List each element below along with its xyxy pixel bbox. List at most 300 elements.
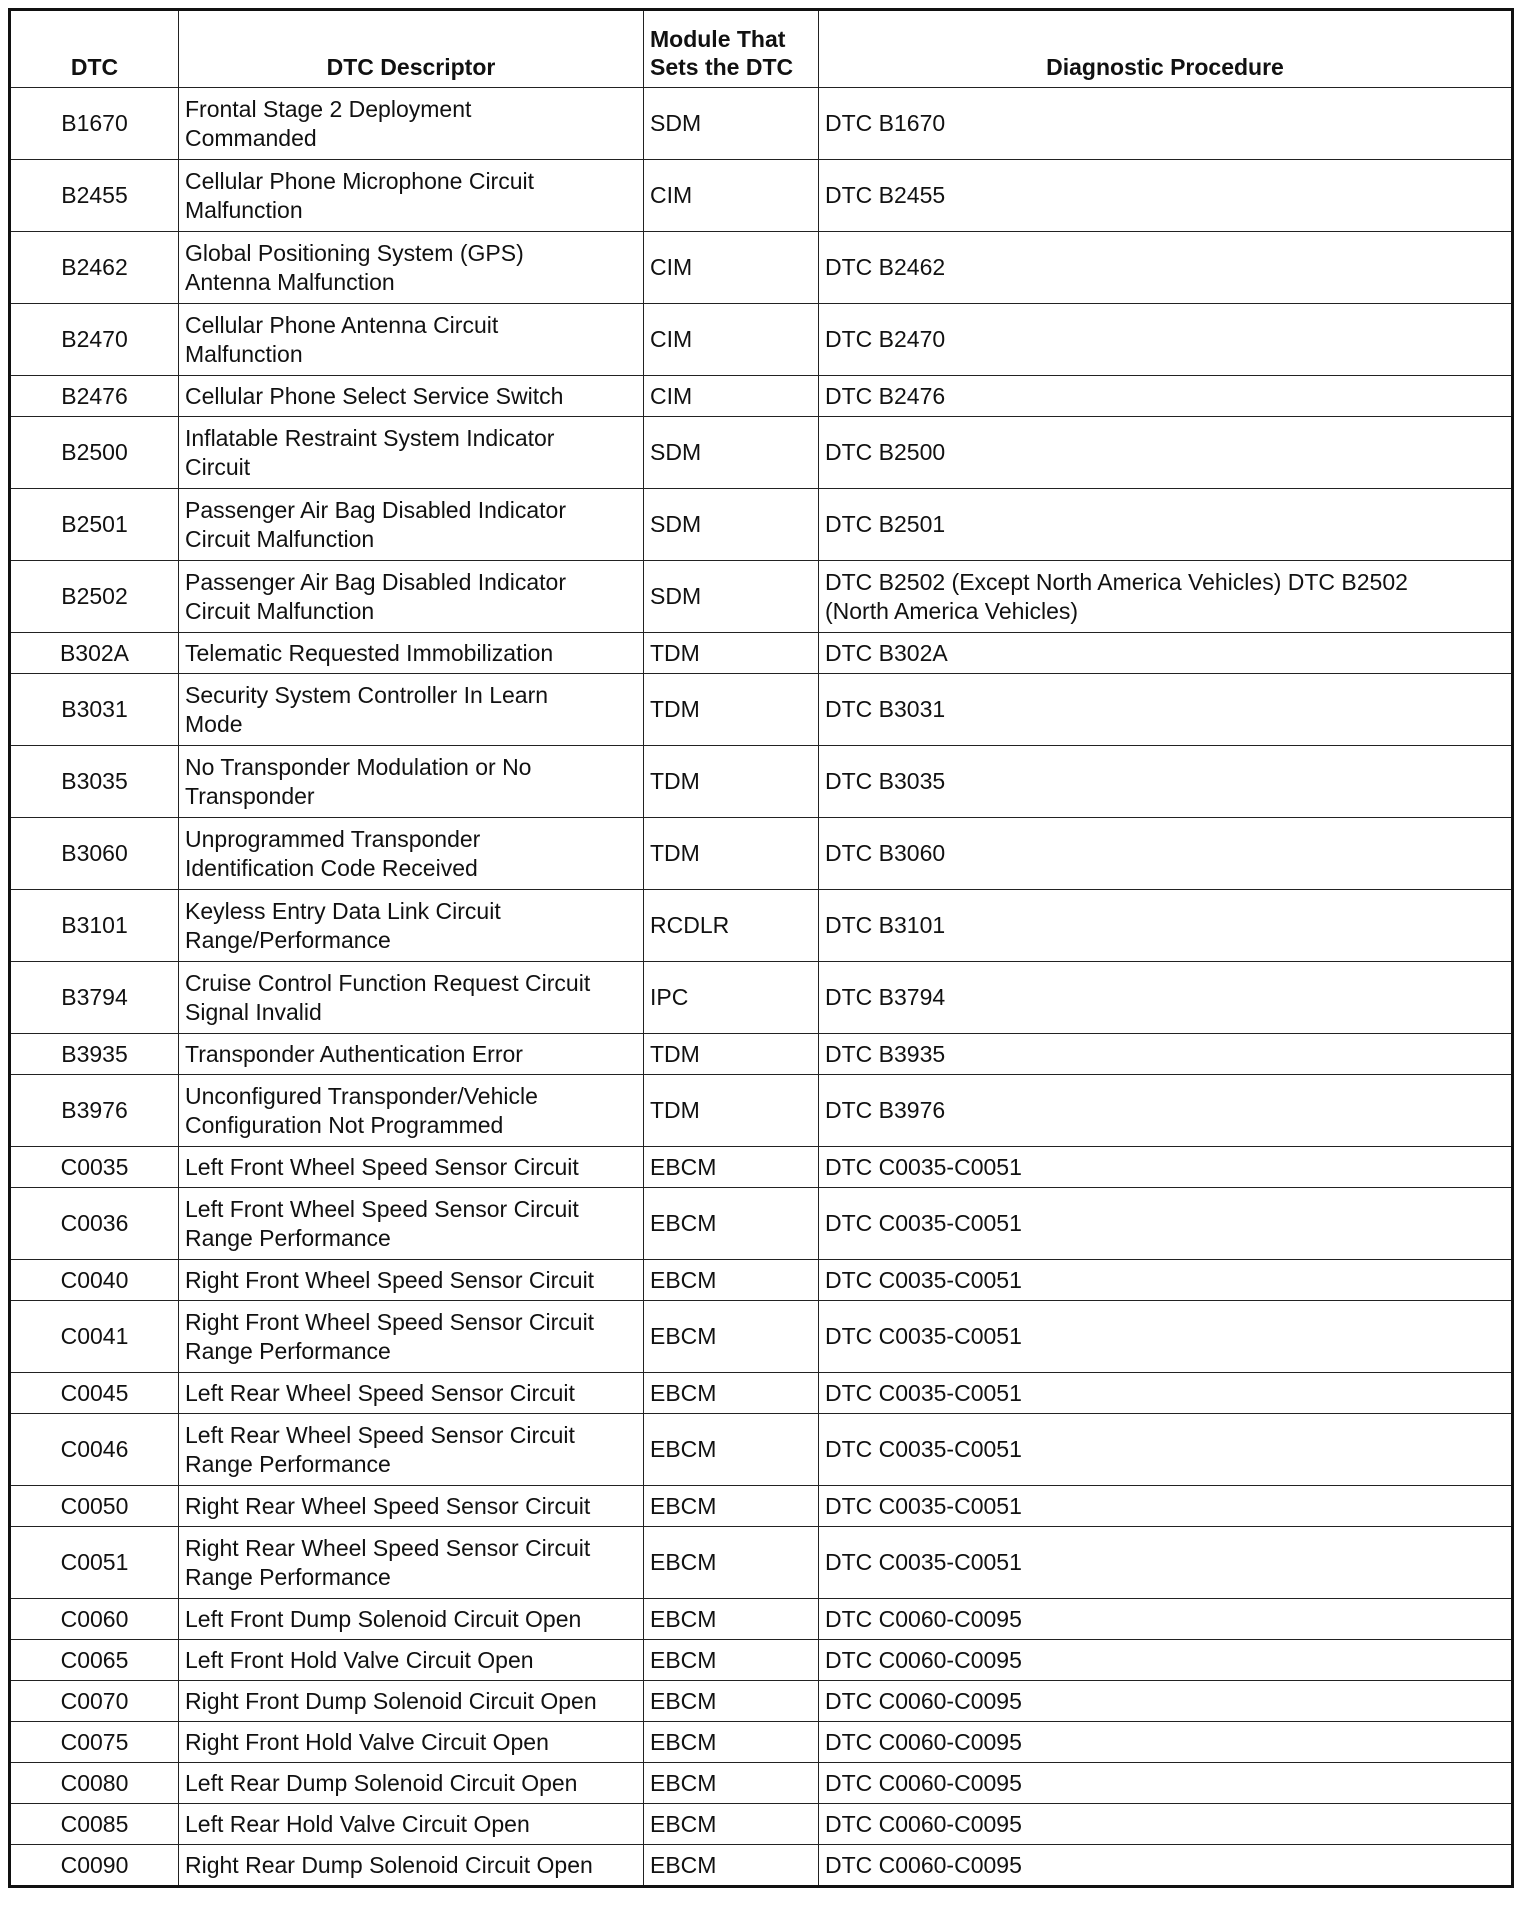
diagnostic-procedure-cell-text: DTC B2502 (Except North America Vehicles) DTC B2502 <box>825 568 1408 595</box>
dtc-descriptor-cell <box>179 1188 644 1260</box>
dtc-descriptor-cell-text: Left Front Wheel Speed Sensor Circuit <box>185 1153 579 1180</box>
dtc-descriptor-cell <box>179 1845 644 1887</box>
diagnostic-procedure-cell-text: DTC C0035-C0051 <box>825 1436 1022 1462</box>
dtc-code-cell-text: C0040 <box>60 1266 129 1293</box>
dtc-descriptor-cell-text: Range Performance <box>185 1337 391 1364</box>
module-cell <box>644 1188 819 1260</box>
dtc-code-cell-text: B3976 <box>61 1097 128 1123</box>
diagnostic-procedure-cell-text: DTC C0060-C0095 <box>825 1605 1022 1632</box>
table-row <box>10 1414 1513 1486</box>
dtc-descriptor-cell-text: Left Rear Hold Valve Circuit Open <box>185 1810 530 1837</box>
header-procedure-label: Diagnostic Procedure <box>1046 54 1284 80</box>
table-row <box>10 1804 1513 1845</box>
dtc-code-cell <box>10 818 179 890</box>
diagnostic-procedure-cell <box>819 633 1513 674</box>
dtc-descriptor-cell-text: Frontal Stage 2 Deployment <box>185 95 472 122</box>
dtc-code-cell <box>10 1414 179 1486</box>
diagnostic-procedure-cell <box>819 1301 1513 1373</box>
diagnostic-procedure-cell <box>819 1147 1513 1188</box>
module-cell <box>644 1640 819 1681</box>
dtc-code-cell-text: B1670 <box>61 110 128 136</box>
dtc-descriptor-cell-text: Identification Code Received <box>185 854 478 881</box>
dtc-descriptor-cell <box>179 1681 644 1722</box>
module-cell <box>644 1486 819 1527</box>
dtc-code-cell <box>10 674 179 746</box>
module-cell-text: CIM <box>650 182 693 208</box>
diagnostic-procedure-cell-text: DTC C0060-C0095 <box>825 1728 1022 1755</box>
dtc-code-cell <box>10 1599 179 1640</box>
dtc-descriptor-cell-text: Configuration Not Programmed <box>185 1111 504 1138</box>
dtc-descriptor-cell-text: Range/Performance <box>185 926 391 953</box>
dtc-code-cell <box>10 1260 179 1301</box>
dtc-code-cell-text: B3935 <box>61 1040 128 1067</box>
dtc-descriptor-cell-text: Right Rear Dump Solenoid Circuit Open <box>185 1851 593 1878</box>
dtc-descriptor-cell <box>179 1414 644 1486</box>
header-module-label-line1: Module That <box>650 26 786 52</box>
diagnostic-procedure-cell-text: DTC C0060-C0095 <box>825 1687 1022 1714</box>
diagnostic-procedure-cell <box>819 1527 1513 1599</box>
table-row <box>10 232 1513 304</box>
dtc-descriptor-cell-text: Range Performance <box>185 1224 391 1251</box>
diagnostic-procedure-cell <box>819 818 1513 890</box>
table-row <box>10 304 1513 376</box>
module-cell-text: EBCM <box>650 1549 717 1575</box>
dtc-code-cell-text: C0085 <box>60 1810 129 1837</box>
module-cell-text: EBCM <box>650 1687 717 1714</box>
diagnostic-procedure-cell-text: DTC B3101 <box>825 912 946 938</box>
module-cell <box>644 1804 819 1845</box>
module-cell-text: TDM <box>650 840 700 866</box>
module-cell <box>644 1373 819 1414</box>
diagnostic-procedure-cell <box>819 1599 1513 1640</box>
header-dtc-label: DTC <box>70 54 119 80</box>
module-cell-text: CIM <box>650 326 693 352</box>
module-cell-text: EBCM <box>650 1605 717 1632</box>
table-row <box>10 561 1513 633</box>
dtc-descriptor-cell-text: Transponder Authentication Error <box>185 1040 523 1067</box>
module-cell-text: EBCM <box>650 1646 717 1673</box>
diagnostic-procedure-cell <box>819 1640 1513 1681</box>
dtc-code-cell <box>10 1640 179 1681</box>
dtc-descriptor-cell <box>179 962 644 1034</box>
dtc-descriptor-cell <box>179 674 644 746</box>
dtc-code-cell <box>10 88 179 160</box>
table-row <box>10 1599 1513 1640</box>
diagnostic-procedure-cell <box>819 1075 1513 1147</box>
module-cell-text: RCDLR <box>650 912 730 938</box>
dtc-descriptor-cell <box>179 890 644 962</box>
diagnostic-procedure-cell-text: DTC C0035-C0051 <box>825 1266 1022 1293</box>
dtc-code-cell <box>10 1075 179 1147</box>
dtc-descriptor-cell-text: Unconfigured Transponder/Vehicle <box>185 1082 538 1109</box>
table-row <box>10 746 1513 818</box>
diagnostic-procedure-cell <box>819 1722 1513 1763</box>
table-row <box>10 633 1513 674</box>
dtc-descriptor-cell-text: Passenger Air Bag Disabled Indicator <box>185 496 566 523</box>
dtc-descriptor-cell-text: Right Front Wheel Speed Sensor Circuit <box>185 1266 595 1293</box>
table-row <box>10 1527 1513 1599</box>
dtc-code-cell <box>10 232 179 304</box>
dtc-code-cell-text: B3794 <box>61 984 128 1010</box>
dtc-code-cell-text: B2476 <box>61 382 128 409</box>
dtc-code-cell-text: C0075 <box>60 1728 129 1755</box>
dtc-code-cell <box>10 489 179 561</box>
dtc-descriptor-cell-text: Circuit Malfunction <box>185 525 375 552</box>
module-cell <box>644 1722 819 1763</box>
diagnostic-procedure-cell-text: DTC B3935 <box>825 1040 946 1067</box>
table-row <box>10 376 1513 417</box>
diagnostic-procedure-cell-text: DTC B2500 <box>825 439 946 465</box>
dtc-code-cell <box>10 1486 179 1527</box>
dtc-table <box>8 8 1514 1888</box>
dtc-descriptor-cell-text: Global Positioning System (GPS) <box>185 239 524 266</box>
module-cell <box>644 561 819 633</box>
diagnostic-procedure-cell <box>819 890 1513 962</box>
dtc-code-cell-text: B2501 <box>61 511 128 537</box>
module-cell <box>644 1681 819 1722</box>
dtc-code-cell-text: C0046 <box>60 1436 129 1462</box>
dtc-descriptor-cell <box>179 1147 644 1188</box>
diagnostic-procedure-cell <box>819 88 1513 160</box>
table-row <box>10 160 1513 232</box>
diagnostic-procedure-cell-text: DTC B3976 <box>825 1097 946 1123</box>
diagnostic-procedure-cell <box>819 1188 1513 1260</box>
dtc-code-cell-text: C0065 <box>60 1646 129 1673</box>
table-row <box>10 489 1513 561</box>
table-row <box>10 890 1513 962</box>
module-cell <box>644 633 819 674</box>
diagnostic-procedure-cell-text: DTC C0060-C0095 <box>825 1851 1022 1878</box>
dtc-code-cell-text: C0045 <box>60 1379 129 1406</box>
module-cell-text: EBCM <box>650 1728 717 1755</box>
diagnostic-procedure-cell <box>819 160 1513 232</box>
module-cell-text: EBCM <box>650 1769 717 1796</box>
dtc-code-cell <box>10 160 179 232</box>
header-procedure <box>819 10 1513 88</box>
dtc-descriptor-cell <box>179 1722 644 1763</box>
dtc-descriptor-cell-text: Keyless Entry Data Link Circuit <box>185 897 501 924</box>
module-cell <box>644 1147 819 1188</box>
module-cell <box>644 417 819 489</box>
diagnostic-procedure-cell <box>819 1804 1513 1845</box>
dtc-descriptor-cell-text: Transponder <box>185 782 315 809</box>
diagnostic-procedure-cell <box>819 376 1513 417</box>
dtc-descriptor-cell <box>179 1804 644 1845</box>
diagnostic-procedure-cell-text: DTC B302A <box>825 639 948 666</box>
diagnostic-procedure-cell-text: DTC C0035-C0051 <box>825 1492 1022 1519</box>
dtc-code-cell <box>10 1301 179 1373</box>
table-row <box>10 1147 1513 1188</box>
table-row <box>10 88 1513 160</box>
module-cell-text: CIM <box>650 254 693 280</box>
dtc-descriptor-cell-text: Cellular Phone Microphone Circuit <box>185 167 534 194</box>
table-row <box>10 818 1513 890</box>
module-cell-text: CIM <box>650 382 693 409</box>
diagnostic-procedure-cell <box>819 1486 1513 1527</box>
dtc-descriptor-cell-text: Cellular Phone Antenna Circuit <box>185 311 499 338</box>
module-cell <box>644 674 819 746</box>
module-cell <box>644 1414 819 1486</box>
module-cell-text: TDM <box>650 768 700 794</box>
dtc-descriptor-cell <box>179 489 644 561</box>
diagnostic-procedure-cell-text: DTC C0060-C0095 <box>825 1810 1022 1837</box>
table-row <box>10 1681 1513 1722</box>
header-dtc <box>10 10 179 88</box>
dtc-descriptor-cell-text: Right Front Wheel Speed Sensor Circuit <box>185 1308 595 1335</box>
dtc-descriptor-cell <box>179 1301 644 1373</box>
dtc-descriptor-cell <box>179 746 644 818</box>
dtc-descriptor-cell-text: Left Front Wheel Speed Sensor Circuit <box>185 1195 579 1222</box>
diagnostic-procedure-cell <box>819 304 1513 376</box>
module-cell <box>644 376 819 417</box>
dtc-descriptor-cell <box>179 1527 644 1599</box>
module-cell-text: SDM <box>650 439 702 465</box>
dtc-descriptor-cell-text: Right Front Hold Valve Circuit Open <box>185 1728 549 1755</box>
table-body <box>10 88 1513 1887</box>
diagnostic-procedure-cell-text: DTC B2476 <box>825 382 946 409</box>
diagnostic-procedure-cell-text: DTC C0035-C0051 <box>825 1210 1022 1236</box>
dtc-descriptor-cell <box>179 1763 644 1804</box>
dtc-descriptor-cell <box>179 1373 644 1414</box>
module-cell <box>644 88 819 160</box>
dtc-code-cell <box>10 376 179 417</box>
module-cell <box>644 1301 819 1373</box>
diagnostic-procedure-cell <box>819 746 1513 818</box>
module-cell-text: EBCM <box>650 1492 717 1519</box>
diagnostic-procedure-cell-text: DTC C0035-C0051 <box>825 1549 1022 1575</box>
module-cell <box>644 1260 819 1301</box>
diagnostic-procedure-cell-text: DTC B2455 <box>825 182 946 208</box>
header-module-label-line2: Sets the DTC <box>650 54 794 80</box>
dtc-code-cell <box>10 1188 179 1260</box>
module-cell <box>644 232 819 304</box>
table-row <box>10 674 1513 746</box>
table-row <box>10 1845 1513 1887</box>
dtc-descriptor-cell-text: Inflatable Restraint System Indicator <box>185 424 555 451</box>
module-cell-text: TDM <box>650 639 700 666</box>
dtc-descriptor-cell-text: No Transponder Modulation or No <box>185 753 532 780</box>
module-cell-text: TDM <box>650 1097 700 1123</box>
dtc-descriptor-cell-text: Commanded <box>185 124 317 151</box>
table-row <box>10 1075 1513 1147</box>
header-descriptor <box>179 10 644 88</box>
dtc-code-cell <box>10 1034 179 1075</box>
dtc-descriptor-cell-text: Malfunction <box>185 340 303 367</box>
dtc-descriptor-cell-text: Circuit <box>185 453 251 480</box>
dtc-descriptor-cell-text: Right Front Dump Solenoid Circuit Open <box>185 1687 597 1714</box>
dtc-code-cell-text: B2455 <box>61 182 128 208</box>
diagnostic-procedure-cell-text: DTC C0035-C0051 <box>825 1379 1022 1406</box>
table-row <box>10 417 1513 489</box>
module-cell-text: EBCM <box>650 1851 717 1878</box>
dtc-code-cell-text: B2502 <box>61 583 128 609</box>
dtc-descriptor-cell-text: Left Front Hold Valve Circuit Open <box>185 1646 534 1673</box>
diagnostic-procedure-cell-text: DTC B3031 <box>825 696 946 722</box>
dtc-descriptor-cell <box>179 1599 644 1640</box>
module-cell <box>644 1075 819 1147</box>
dtc-descriptor-cell <box>179 1486 644 1527</box>
dtc-descriptor-cell-text: Passenger Air Bag Disabled Indicator <box>185 568 566 595</box>
module-cell <box>644 818 819 890</box>
header-row <box>10 10 1513 88</box>
dtc-descriptor-cell-text: Mode <box>185 710 243 737</box>
module-cell <box>644 1845 819 1887</box>
table-row <box>10 1260 1513 1301</box>
dtc-code-cell-text: B2470 <box>61 326 128 352</box>
diagnostic-procedure-cell-text: DTC C0035-C0051 <box>825 1153 1022 1180</box>
dtc-descriptor-cell-text: Antenna Malfunction <box>185 268 395 295</box>
dtc-code-cell <box>10 304 179 376</box>
module-cell-text: TDM <box>650 696 700 722</box>
module-cell <box>644 1527 819 1599</box>
dtc-descriptor-cell-text: Cellular Phone Select Service Switch <box>185 382 564 409</box>
dtc-code-cell <box>10 746 179 818</box>
diagnostic-procedure-cell <box>819 1845 1513 1887</box>
diagnostic-procedure-cell-text: DTC B1670 <box>825 110 946 136</box>
dtc-code-cell-text: B3101 <box>61 912 128 938</box>
module-cell <box>644 160 819 232</box>
dtc-code-cell <box>10 1373 179 1414</box>
dtc-code-cell <box>10 1763 179 1804</box>
table-row <box>10 1722 1513 1763</box>
dtc-descriptor-cell-text: Right Rear Wheel Speed Sensor Circuit <box>185 1492 591 1519</box>
dtc-code-cell-text: C0080 <box>60 1769 129 1796</box>
module-cell <box>644 1763 819 1804</box>
dtc-code-cell-text: C0051 <box>60 1549 129 1575</box>
diagnostic-procedure-cell-text: (North America Vehicles) <box>825 597 1079 624</box>
module-cell-text: SDM <box>650 511 702 537</box>
dtc-descriptor-cell-text: Malfunction <box>185 196 303 223</box>
dtc-descriptor-cell <box>179 1260 644 1301</box>
dtc-descriptor-cell <box>179 304 644 376</box>
dtc-code-cell-text: C0035 <box>60 1153 129 1180</box>
dtc-descriptor-cell-text: Right Rear Wheel Speed Sensor Circuit <box>185 1534 591 1561</box>
dtc-descriptor-cell-text: Cruise Control Function Request Circuit <box>185 969 591 996</box>
dtc-descriptor-cell <box>179 160 644 232</box>
module-cell-text: EBCM <box>650 1810 717 1837</box>
dtc-descriptor-cell <box>179 417 644 489</box>
diagnostic-procedure-cell <box>819 1681 1513 1722</box>
dtc-descriptor-cell-text: Left Rear Dump Solenoid Circuit Open <box>185 1769 578 1796</box>
table-row <box>10 1034 1513 1075</box>
table-row <box>10 1763 1513 1804</box>
dtc-descriptor-cell <box>179 376 644 417</box>
dtc-descriptor-cell <box>179 1034 644 1075</box>
dtc-code-cell <box>10 561 179 633</box>
header-descriptor-label: DTC Descriptor <box>326 54 496 80</box>
table-row <box>10 1188 1513 1260</box>
dtc-descriptor-cell-text: Security System Controller In Learn <box>185 681 549 708</box>
dtc-code-cell <box>10 962 179 1034</box>
diagnostic-procedure-cell <box>819 561 1513 633</box>
dtc-code-cell <box>10 1681 179 1722</box>
module-cell-text: SDM <box>650 583 702 609</box>
dtc-descriptor-cell-text: Left Rear Wheel Speed Sensor Circuit <box>185 1421 575 1448</box>
module-cell-text: EBCM <box>650 1436 717 1462</box>
diagnostic-procedure-cell <box>819 1373 1513 1414</box>
dtc-code-cell-text: C0090 <box>60 1851 129 1878</box>
dtc-descriptor-cell-text: Signal Invalid <box>185 998 322 1025</box>
diagnostic-procedure-cell <box>819 1034 1513 1075</box>
diagnostic-procedure-cell <box>819 417 1513 489</box>
dtc-code-cell-text: C0036 <box>60 1210 129 1236</box>
table-row <box>10 1301 1513 1373</box>
diagnostic-procedure-cell <box>819 1260 1513 1301</box>
dtc-code-cell-text: C0041 <box>60 1323 129 1349</box>
module-cell-text: IPC <box>650 984 689 1010</box>
diagnostic-procedure-cell <box>819 674 1513 746</box>
diagnostic-procedure-cell <box>819 489 1513 561</box>
dtc-descriptor-cell-text: Left Rear Wheel Speed Sensor Circuit <box>185 1379 575 1406</box>
diagnostic-procedure-cell <box>819 1763 1513 1804</box>
diagnostic-procedure-cell <box>819 1414 1513 1486</box>
module-cell-text: EBCM <box>650 1266 717 1293</box>
table-row <box>10 1486 1513 1527</box>
dtc-descriptor-cell-text: Range Performance <box>185 1563 391 1590</box>
table-row <box>10 1373 1513 1414</box>
dtc-descriptor-cell <box>179 633 644 674</box>
dtc-descriptor-cell <box>179 818 644 890</box>
header-module <box>644 10 819 88</box>
dtc-code-cell <box>10 1147 179 1188</box>
dtc-code-cell-text: C0060 <box>60 1605 129 1632</box>
diagnostic-procedure-cell-text: DTC B2470 <box>825 326 946 352</box>
dtc-code-cell <box>10 1845 179 1887</box>
module-cell-text: EBCM <box>650 1323 717 1349</box>
dtc-code-cell-text: B2500 <box>61 439 128 465</box>
module-cell-text: EBCM <box>650 1210 717 1236</box>
diagnostic-procedure-cell <box>819 962 1513 1034</box>
dtc-code-cell-text: C0070 <box>60 1687 129 1714</box>
module-cell <box>644 1034 819 1075</box>
diagnostic-procedure-cell-text: DTC B3794 <box>825 984 946 1010</box>
dtc-descriptor-cell <box>179 88 644 160</box>
dtc-descriptor-cell <box>179 1640 644 1681</box>
dtc-code-cell <box>10 633 179 674</box>
module-cell <box>644 962 819 1034</box>
dtc-code-cell <box>10 417 179 489</box>
dtc-descriptor-cell-text: Telematic Requested Immobilization <box>185 639 554 666</box>
module-cell <box>644 304 819 376</box>
dtc-code-cell-text: B302A <box>59 639 130 666</box>
dtc-code-cell-text: B3060 <box>61 840 128 866</box>
diagnostic-procedure-cell-text: DTC B3060 <box>825 840 946 866</box>
module-cell-text: EBCM <box>650 1379 717 1406</box>
dtc-code-cell <box>10 1804 179 1845</box>
module-cell <box>644 489 819 561</box>
dtc-code-cell-text: B3031 <box>61 696 128 722</box>
diagnostic-procedure-cell-text: DTC C0035-C0051 <box>825 1323 1022 1349</box>
dtc-descriptor-cell <box>179 232 644 304</box>
diagnostic-procedure-cell <box>819 232 1513 304</box>
dtc-code-cell-text: B2462 <box>61 254 128 280</box>
dtc-code-cell <box>10 1527 179 1599</box>
module-cell <box>644 890 819 962</box>
diagnostic-procedure-cell-text: DTC C0060-C0095 <box>825 1769 1022 1796</box>
table-row <box>10 962 1513 1034</box>
module-cell <box>644 1599 819 1640</box>
diagnostic-procedure-cell-text: DTC B2462 <box>825 254 946 280</box>
diagnostic-procedure-cell-text: DTC B2501 <box>825 511 946 537</box>
module-cell-text: EBCM <box>650 1153 717 1180</box>
dtc-descriptor-cell-text: Circuit Malfunction <box>185 597 375 624</box>
dtc-descriptor-cell-text: Left Front Dump Solenoid Circuit Open <box>185 1605 582 1632</box>
module-cell-text: TDM <box>650 1040 700 1067</box>
module-cell <box>644 746 819 818</box>
dtc-code-cell <box>10 890 179 962</box>
dtc-descriptor-cell-text: Range Performance <box>185 1450 391 1477</box>
diagnostic-procedure-cell-text: DTC C0060-C0095 <box>825 1646 1022 1673</box>
